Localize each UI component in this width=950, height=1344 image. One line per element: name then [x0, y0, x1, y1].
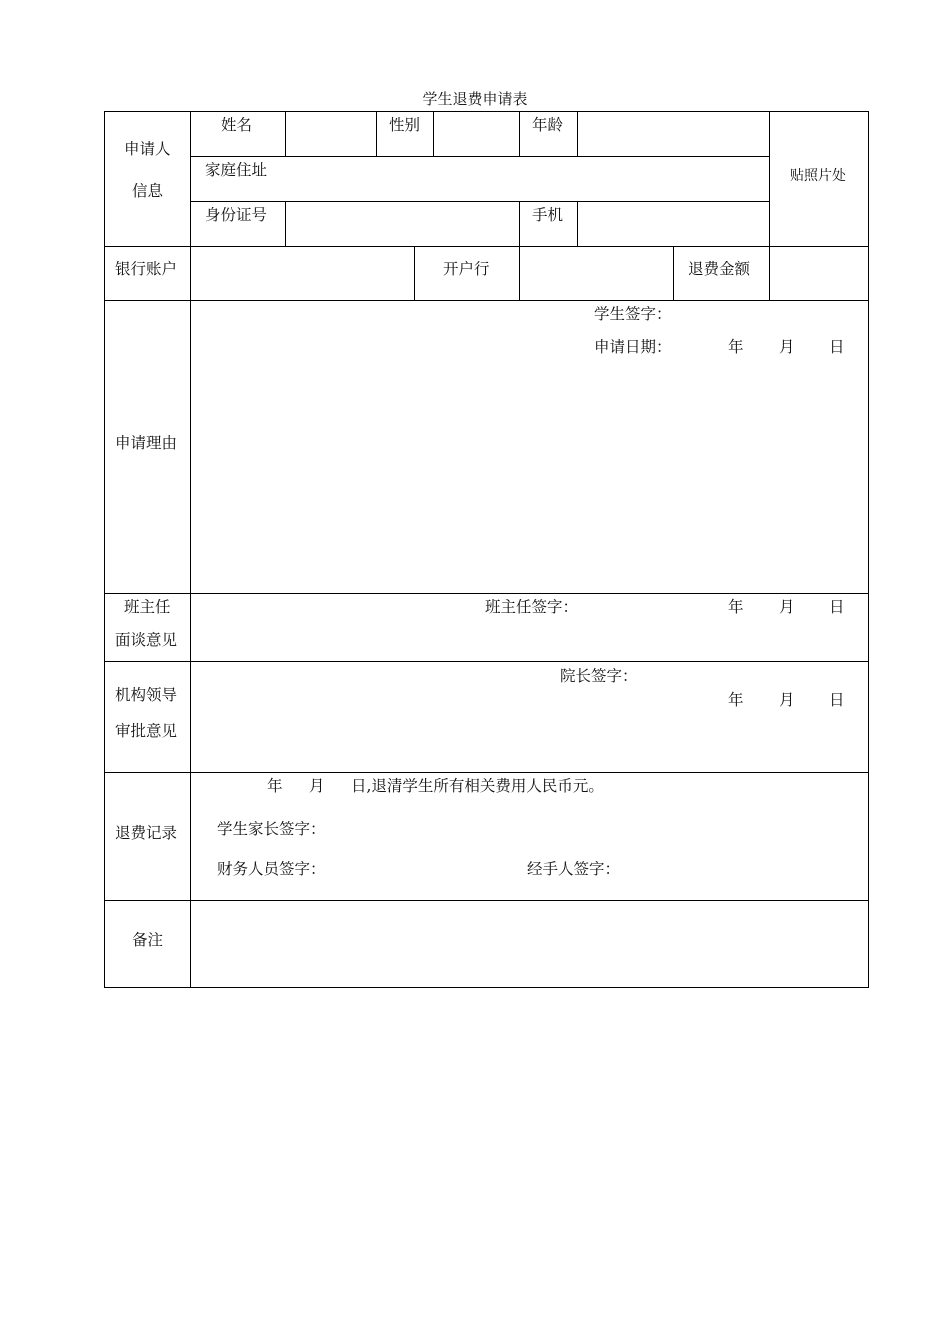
leader-approval-field[interactable]: [192, 663, 867, 770]
phone-label: 手机: [532, 206, 564, 224]
student-signature-label: 学生签字：: [594, 305, 672, 323]
teacher-opinion-label: 面谈意见: [115, 631, 178, 649]
age-label: 年龄: [532, 116, 564, 134]
id-number-field[interactable]: [286, 203, 518, 246]
column-divider: [414, 246, 415, 300]
date-year-label: 年: [728, 691, 744, 709]
row-divider: [105, 900, 868, 901]
reason-field[interactable]: [192, 302, 867, 592]
remarks-field[interactable]: [192, 902, 867, 986]
handler-signature-label: 经手人签字：: [527, 860, 621, 878]
gender-field[interactable]: [434, 113, 518, 156]
refund-amount-field[interactable]: [770, 248, 867, 300]
row-divider: [105, 593, 868, 594]
date-day-label: 日: [829, 338, 845, 356]
date-day-label: 日: [829, 598, 845, 616]
finance-signature-label: 财务人员签字：: [217, 860, 326, 878]
name-label: 姓名: [221, 116, 253, 134]
name-field[interactable]: [286, 113, 375, 156]
row-divider: [105, 300, 868, 301]
bank-account-label: 银行账户: [115, 260, 178, 278]
photo-placeholder-label: 贴照片处: [790, 168, 846, 184]
row-divider: [105, 661, 868, 662]
date-year-label: 年: [728, 598, 744, 616]
application-date-label: 申请日期：: [594, 338, 672, 356]
row-divider: [190, 201, 769, 202]
row-divider: [190, 156, 769, 157]
id-number-label: 身份证号: [205, 206, 268, 224]
row-divider: [105, 246, 868, 247]
bank-name-label: 开户行: [443, 260, 490, 278]
phone-field[interactable]: [578, 203, 768, 246]
dean-signature-label: 院长签字：: [560, 667, 638, 685]
record-year-label: 年: [267, 777, 283, 795]
column-divider: [519, 201, 520, 246]
bank-account-field[interactable]: [192, 248, 413, 300]
date-day-label: 日: [829, 691, 845, 709]
leader-approval-label: 审批意见: [115, 722, 178, 740]
column-divider: [376, 112, 377, 156]
column-divider: [190, 112, 191, 987]
column-divider: [673, 246, 674, 300]
teacher-opinion-label: 班主任: [124, 598, 171, 616]
reason-label: 申请理由: [115, 434, 178, 452]
row-divider: [105, 772, 868, 773]
bank-name-field[interactable]: [520, 248, 672, 300]
record-month-label: 月: [309, 777, 325, 795]
leader-approval-label: 机构领导: [115, 686, 178, 704]
refund-amount-label: 退费金额: [688, 260, 751, 278]
age-field[interactable]: [578, 113, 768, 156]
date-month-label: 月: [779, 338, 795, 356]
teacher-signature-label: 班主任签字：: [485, 598, 579, 616]
gender-label: 性别: [389, 116, 421, 134]
date-year-label: 年: [728, 338, 744, 356]
applicant-section-label: 信息: [132, 182, 164, 200]
page-title: 学生退费申请表: [422, 90, 528, 108]
date-month-label: 月: [779, 691, 795, 709]
column-divider: [519, 112, 520, 156]
address-field[interactable]: [286, 158, 768, 201]
refund-record-label: 退费记录: [115, 824, 178, 842]
applicant-section-label: 申请人: [124, 140, 171, 158]
address-label: 家庭住址: [205, 161, 268, 179]
date-month-label: 月: [779, 598, 795, 616]
refund-statement-text: 日,退清学生所有相关费用人民币元。: [351, 777, 604, 795]
remarks-label: 备注: [132, 931, 164, 949]
column-divider: [769, 112, 770, 246]
parent-signature-label: 学生家长签字：: [217, 820, 326, 838]
